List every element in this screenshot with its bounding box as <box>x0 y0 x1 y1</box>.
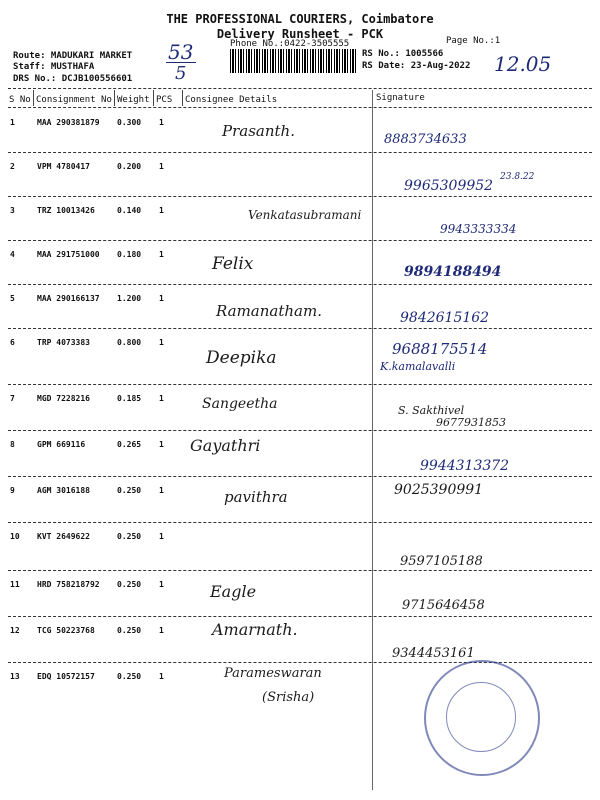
handwritten-count-top: 53 <box>168 40 194 64</box>
row-divider <box>8 196 592 197</box>
row-pcs: 1 <box>159 580 164 589</box>
row-consignment: GPM 669116 <box>37 440 86 449</box>
row-consignee: Felix <box>212 254 254 274</box>
row-pcs: 1 <box>159 486 164 495</box>
table-row <box>0 386 600 428</box>
drs-number: DRS No.: DCJB100556601 <box>13 74 133 84</box>
row-sno: 13 <box>10 672 20 681</box>
row-consignment: HRD 758218792 <box>37 580 100 589</box>
row-divider <box>8 476 592 477</box>
table-row <box>0 242 600 284</box>
table-row <box>0 154 600 196</box>
row-weight: 0.250 <box>117 532 142 541</box>
row-sno: 11 <box>10 580 20 589</box>
row-consignee: Deepika <box>206 348 277 368</box>
row-consignee: Prasanth. <box>222 122 295 140</box>
phone-number: Phone No.:0422-3505555 <box>230 39 350 49</box>
row-sno: 12 <box>10 626 20 635</box>
handwritten-time: 12.05 <box>494 52 552 76</box>
row-pcs: 1 <box>159 294 164 303</box>
row-signature-2: 9944313372 <box>420 458 510 474</box>
row-consignment: MAA 290166137 <box>37 294 100 303</box>
header-rule-top <box>8 88 592 89</box>
table-row <box>0 432 600 474</box>
row-weight: 0.250 <box>117 486 142 495</box>
col-weight: Weight <box>117 95 150 105</box>
row-signature-2: 9597105188 <box>400 554 483 569</box>
row-signature-1: S. Sakthivel <box>398 404 465 417</box>
table-row <box>0 478 600 520</box>
row-consignment: EDQ 10572157 <box>37 672 95 681</box>
row-consignment: MGD 7228216 <box>37 394 90 403</box>
row-signature-2: 9677931853 <box>436 416 506 429</box>
row-consignee: Amarnath. <box>212 620 298 639</box>
row-divider <box>8 152 592 153</box>
row-pcs: 1 <box>159 206 164 215</box>
col-sno: S No <box>9 95 31 105</box>
row-consignee: Gayathri <box>190 436 261 455</box>
row-weight: 0.250 <box>117 626 142 635</box>
row-weight: 0.265 <box>117 440 142 449</box>
row-sno: 1 <box>10 118 15 127</box>
row-signature-2: 8883734633 <box>384 132 467 147</box>
rs-number: RS No.: 1005566 <box>362 49 444 59</box>
row-divider <box>8 570 592 571</box>
row-signature-2: 9965309952 <box>404 178 494 194</box>
staff: Staff: MUSTHAFA <box>13 62 95 72</box>
row-sno: 7 <box>10 394 15 403</box>
row-consignment: TRP 4073383 <box>37 338 90 347</box>
route: Route: MADUKARI MARKET <box>13 51 133 61</box>
row-weight: 0.185 <box>117 394 142 403</box>
row-divider <box>8 616 592 617</box>
row-signature-1: 9025390991 <box>394 482 484 498</box>
table-row <box>0 110 600 152</box>
row-divider <box>8 384 592 385</box>
col-consignee: Consignee Details <box>185 95 278 105</box>
barcode <box>230 49 358 73</box>
row-consignee: Eagle <box>210 582 257 601</box>
table-row <box>0 618 600 660</box>
table-row <box>0 198 600 240</box>
document-title: THE PROFESSIONAL COURIERS, Coimbatore <box>166 12 434 26</box>
row-divider <box>8 522 592 523</box>
row-signature-1: 9943333334 <box>440 222 517 236</box>
row-consignee: Ramanatham. <box>216 302 322 320</box>
row-sno: 6 <box>10 338 15 347</box>
row-weight: 0.250 <box>117 580 142 589</box>
row-divider <box>8 662 592 663</box>
row-consignment: VPM 4780417 <box>37 162 90 171</box>
row-weight: 1.200 <box>117 294 142 303</box>
col-sep <box>114 90 115 106</box>
row-pcs: 1 <box>159 394 164 403</box>
row-divider <box>8 284 592 285</box>
col-sep <box>153 90 154 106</box>
col-consignment: Consignment No <box>36 95 112 105</box>
row-weight: 0.300 <box>117 118 142 127</box>
row-consignment: MAA 290381879 <box>37 118 100 127</box>
row-consignment: TCG 50223768 <box>37 626 95 635</box>
row-consignee: pavithra <box>224 488 288 506</box>
row-sno: 5 <box>10 294 15 303</box>
row-signature-2: 9344453161 <box>392 646 475 661</box>
header-rule-bottom <box>8 107 592 108</box>
row-signature-1: 9688175514 <box>392 340 488 358</box>
col-pcs: PCS <box>156 95 173 105</box>
row-signature-2: 9715646458 <box>402 598 485 613</box>
row-weight: 0.200 <box>117 162 142 171</box>
row-pcs: 1 <box>159 338 164 347</box>
stamp-seal-inner <box>446 682 516 752</box>
row-signature-2: K.kamalavalli <box>380 360 456 373</box>
row-sno: 2 <box>10 162 15 171</box>
row-consignment: KVT 2649622 <box>37 532 90 541</box>
col-signature: Signature <box>376 93 425 103</box>
row-weight: 0.180 <box>117 250 142 259</box>
row-weight: 0.800 <box>117 338 142 347</box>
row-divider <box>8 240 592 241</box>
table-row <box>0 524 600 569</box>
handwritten-count-bottom: 5 <box>175 63 187 84</box>
row-pcs: 1 <box>159 118 164 127</box>
row-divider <box>8 328 592 329</box>
page-number: Page No.:1 <box>446 36 501 46</box>
table-row <box>0 572 600 614</box>
row-weight: 0.140 <box>117 206 142 215</box>
row-sno: 4 <box>10 250 15 259</box>
row-consignment: AGM 3016188 <box>37 486 90 495</box>
row-signature-2: 9842615162 <box>400 310 490 326</box>
row-pcs: 1 <box>159 250 164 259</box>
row-pcs: 1 <box>159 672 164 681</box>
row-consignee-extra: (Srisha) <box>262 690 315 705</box>
row-sno: 8 <box>10 440 15 449</box>
row-sno: 9 <box>10 486 15 495</box>
row-pcs: 1 <box>159 626 164 635</box>
row-signature-2: 9894188494 <box>404 264 502 280</box>
col-sep <box>182 90 183 106</box>
rs-date: RS Date: 23-Aug-2022 <box>362 61 471 71</box>
row-consignment: MAA 291751000 <box>37 250 100 259</box>
row-consignee: Venkatasubramani <box>248 208 362 222</box>
document-subtitle: Delivery Runsheet - PCK <box>216 27 384 41</box>
row-sno: 3 <box>10 206 15 215</box>
row-consignment: TRZ 10013426 <box>37 206 95 215</box>
table-row <box>0 286 600 328</box>
row-divider <box>8 430 592 431</box>
col-sep <box>33 90 34 106</box>
table-row <box>0 330 600 372</box>
row-consignee: Parameswaran <box>224 666 322 681</box>
row-pcs: 1 <box>159 440 164 449</box>
row-weight: 0.250 <box>117 672 142 681</box>
row-consignee: Sangeetha <box>202 396 278 412</box>
row-sno: 10 <box>10 532 20 541</box>
row-pcs: 1 <box>159 162 164 171</box>
row-signature-1: 23.8.22 <box>500 172 535 182</box>
row-pcs: 1 <box>159 532 164 541</box>
